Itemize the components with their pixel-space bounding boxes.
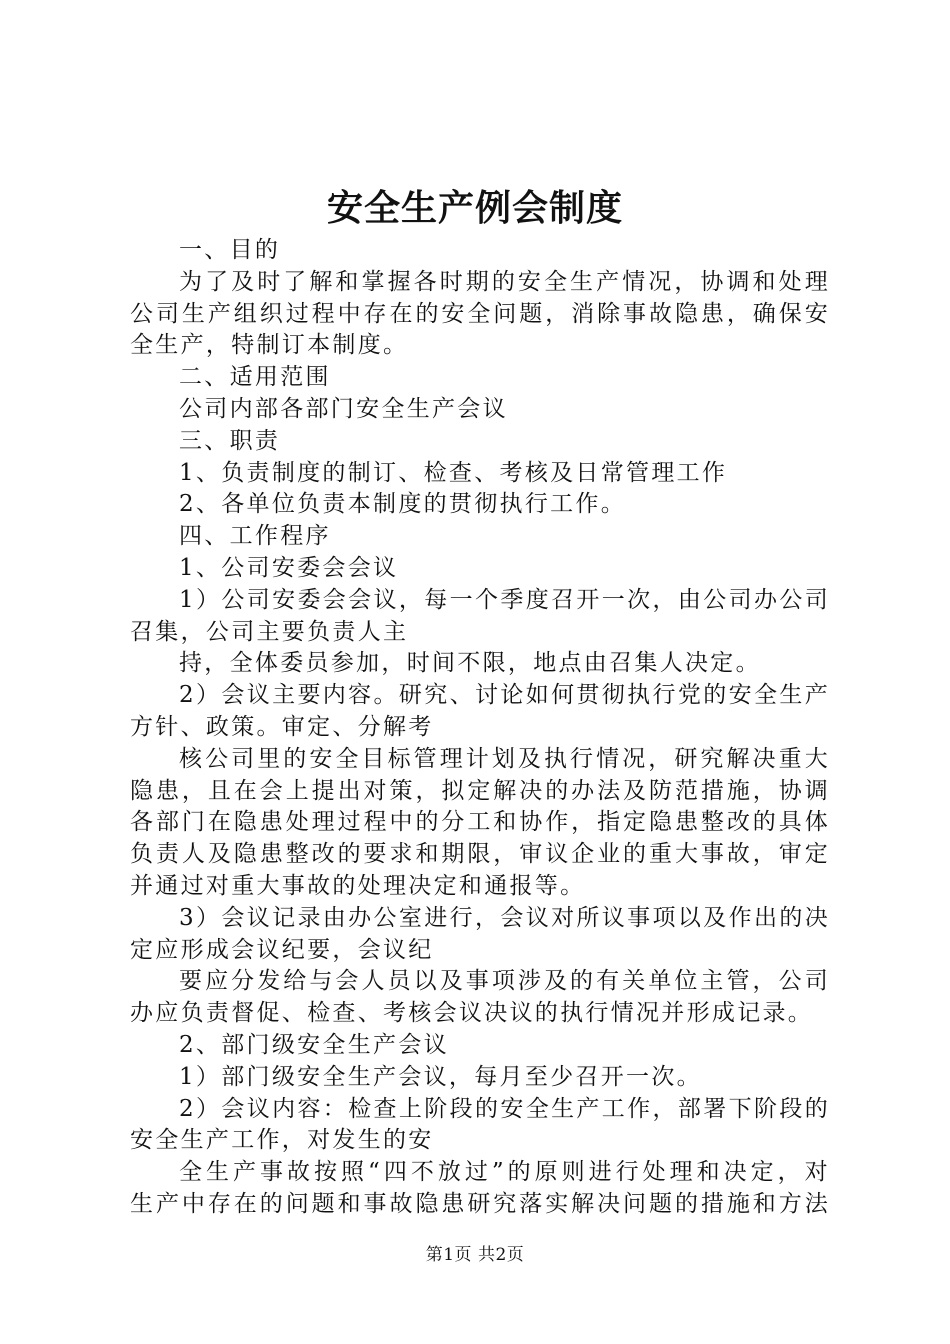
text-line: 2）会议内容：检查上阶段的安全生产工作，部署下阶段的 [179, 1095, 830, 1122]
text-line: 3）会议记录由办公室进行，会议对所议事项以及作出的决 [179, 904, 830, 931]
text-line: 全生产，特制订本制度。 [130, 332, 409, 359]
page-footer: 第1页 共2页 [425, 1245, 525, 1265]
text-line: 核公司里的安全目标管理计划及执行情况，研究解决重大 [179, 745, 830, 772]
text-line: 各部门在隐患处理过程中的分工和协作，指定隐患整改的具体 [130, 809, 830, 836]
text-line: 1）部门级安全生产会议，每月至少召开一次。 [179, 1063, 702, 1090]
text-line: 生产中存在的问题和事故隐患研究落实解决问题的措施和方法 [130, 1190, 830, 1217]
text-line: 办应负责督促、检查、考核会议决议的执行情况并形成记录。 [130, 1000, 814, 1027]
document-title: 安全生产例会制度 [326, 187, 623, 229]
text-line: 方针、政策。审定、分解考 [130, 713, 434, 740]
text-line: 一、目的 [179, 237, 281, 263]
text-line: 2）会议主要内容。研究、讨论如何贯彻执行党的安全生产 [179, 682, 830, 709]
text-line: 要应分发给与会人员以及事项涉及的有关单位主管，公司 [179, 968, 830, 995]
text-line: 安全生产工作，对发生的安 [130, 1127, 434, 1154]
text-line: 公司内部各部门安全生产会议 [179, 395, 508, 422]
text-line: 全生产事故按照“四不放过”的原则进行处理和决定，对 [179, 1159, 830, 1186]
text-line: 隐患，且在会上提出对策，拟定解决的办法及防范措施，协调 [130, 777, 830, 804]
document-body [130, 235, 830, 1221]
text-line: 1、公司安委会会议 [179, 554, 399, 581]
text-line: 定应形成会议纪要，会议纪 [130, 936, 434, 963]
text-line: 并通过对重大事故的处理决定和通报等。 [130, 872, 586, 899]
text-line: 公司生产组织过程中存在的安全问题，消除事故隐患，确保安 [130, 300, 830, 327]
text-line: 为了及时了解和掌握各时期的安全生产情况，协调和处理 [179, 268, 830, 295]
text-line: 2、部门级安全生产会议 [179, 1031, 449, 1058]
text-line: 召集，公司主要负责人主 [130, 618, 409, 645]
text-line: 1、负责制度的制订、检查、考核及日常管理工作 [179, 459, 728, 486]
text-line: 负责人及隐患整改的要求和期限，审议企业的重大事故，审定 [130, 841, 830, 868]
text-line: 三、职责 [179, 427, 281, 454]
text-line: 二、适用范围 [179, 364, 331, 391]
text-line: 2、各单位负责本制度的贯彻执行工作。 [179, 491, 627, 518]
text-line: 四、工作程序 [179, 523, 331, 550]
text-line: 1）公司安委会会议，每一个季度召开一次，由公司办公司 [179, 586, 830, 613]
text-line: 持，全体委员参加，时间不限，地点由召集人决定。 [179, 650, 761, 677]
